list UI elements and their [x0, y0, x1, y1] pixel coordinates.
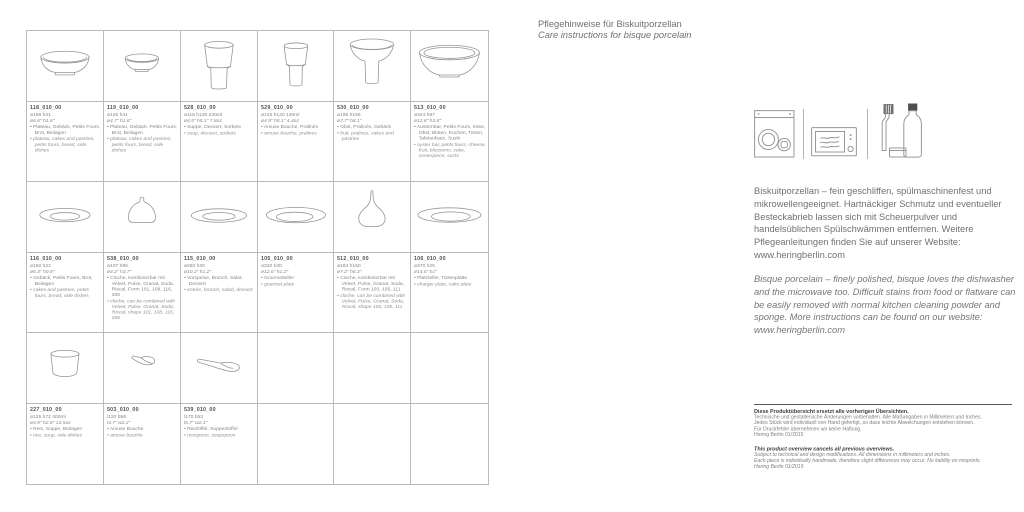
product-uses-de: • Cloche, kombinierbar mit Velvet, Pulse, Granat, Soda, Riscal, Form 101, 108, 116, 206 [106, 275, 174, 298]
product-info [258, 404, 334, 484]
product-uses-en: • plateau, cakes and pastries, petits fours, bread, side dishes [106, 136, 172, 154]
product-dims-mm: l170 b53 [183, 413, 203, 420]
product-drawing [411, 31, 488, 102]
cleaning-supplies-icon [876, 103, 922, 159]
product-uses-de: • Obst, Pralinés, Gebäck [337, 124, 392, 130]
beaker-icon [181, 31, 257, 101]
product-dims-inch: ø12.8" h3.8" [414, 117, 442, 124]
product-dims-mm: ø168 h41 [30, 111, 51, 118]
plate-rim-icon [258, 182, 334, 252]
product-info [411, 253, 488, 332]
product-dims-inch: ø6.6" h1.6" [30, 117, 55, 124]
product-uses-en: • soup, dessert, sorbets [183, 130, 236, 137]
product-info [334, 404, 410, 484]
product-dims-inch: ø10.2" h1.2" [183, 268, 211, 275]
product-dims-mm: ø125 h130 130ml [260, 111, 300, 118]
product-uses-de: • Suppe, Dessert, Sorbets [183, 124, 241, 130]
bowl-front-icon [27, 333, 103, 403]
product-dims-mm: ø125 h72 400ml [30, 413, 66, 420]
footnote [754, 404, 1012, 485]
footnote-line: Each piece is individually handmade, therefore slight differences may occur. No liability on misprints. [754, 458, 981, 464]
product-code: 116_010_00 [30, 256, 62, 262]
product-drawing [27, 333, 103, 404]
dishwasher-icon [754, 110, 795, 158]
plate-small-icon [27, 182, 103, 252]
product-info [334, 102, 410, 181]
product-drawing [334, 182, 410, 253]
product-uses-en: • ricespoon, soupspoon [183, 432, 236, 439]
footed-bowl-icon [334, 31, 410, 101]
product-uses-de: • Reislöffel, Suppenlöffel [183, 426, 238, 432]
product-drawing [104, 333, 180, 404]
goblet-icon [258, 31, 334, 101]
product-drawing [27, 31, 103, 102]
product-cell [334, 182, 411, 333]
wide-bowl-icon [411, 31, 488, 101]
product-cell [258, 182, 335, 333]
product-uses-en: • amuse bouche, pralines [260, 130, 317, 137]
product-drawing [104, 31, 180, 102]
product-uses-de: • Vorspeise, Brunch, Salat, Dessert [183, 275, 243, 287]
plate-icon [181, 182, 257, 252]
product-drawing [104, 182, 180, 253]
product-dims-mm: ø115 h130 230ml [183, 111, 222, 118]
product-code: 513_010_00 [414, 105, 446, 111]
product-info [104, 404, 180, 484]
product-cell [27, 31, 104, 182]
product-drawing [334, 333, 410, 404]
product-info [181, 253, 257, 332]
microwave-icon [811, 127, 857, 157]
product-uses-en: • cakes and pastries, petits fours, bread, side dishes [30, 287, 89, 299]
product-uses-en: • gourmet plate [260, 281, 294, 288]
product-dims-mm: ø370 h25 [414, 262, 436, 269]
product-code: 503_010_00 [106, 407, 139, 413]
product-uses-de: • Amuse Bouche [106, 426, 144, 432]
product-code: 227_010_00 [30, 407, 62, 413]
product-uses-en: • oyster bar, petits fours, cheese, fruit, blossoms, cake, centerpiece, sushi [414, 141, 487, 159]
empty-cell [411, 333, 488, 484]
product-cell [27, 182, 104, 333]
product-cell [411, 31, 488, 182]
bowl-wide-icon [27, 31, 103, 101]
page-title [538, 19, 691, 41]
product-dims-inch: ø7.7" h6.1" [337, 117, 362, 124]
icon-divider [803, 109, 804, 159]
product-dims-mm: l120 b56 [106, 413, 126, 420]
product-drawing [411, 333, 488, 404]
product-dims-mm: ø184 h160 [337, 262, 362, 269]
product-cell [181, 31, 258, 182]
product-code: 538_010_00 [106, 256, 139, 262]
care-text-de: Biskuitporzellan – fein geschliffen, spülmaschinenfest und mikrowellengeeignet. Hartnäckiger Schmutz und eventueller Besteckabrieb lassen sich mit Scheuerpulver und handelsüblichen Spülschwämmen entfernen. Weitere Pflegeanleitungen finden Sie auf unserer Website: www.heringberlin.com [754, 186, 1002, 260]
product-cell [27, 333, 104, 484]
product-uses-en: • cloche, can be combined with Velvet, Pulse, Granat, Soda, Riscal, shape 101, 108, 116, 206 [106, 298, 175, 322]
product-uses-de: • Platzteller, Tortenplatte [414, 275, 468, 281]
product-uses-en: • entrée, brunch, salad, dessert [183, 287, 253, 293]
product-code: 528_010_00 [183, 105, 216, 111]
footnote-headline-en: This product overview cancels all previous overviews. [754, 446, 895, 453]
product-cell [258, 31, 335, 182]
product-code: 539_010_00 [183, 407, 216, 413]
product-info [181, 102, 257, 181]
product-info [411, 404, 488, 484]
product-dims-inch: ø4.5" h5.1" 7.8oz [183, 117, 222, 124]
product-drawing [258, 31, 334, 102]
product-cell [104, 182, 181, 333]
cloche-tall-icon [334, 182, 410, 252]
product-info [181, 404, 257, 484]
product-grid [26, 30, 489, 485]
product-info [258, 253, 334, 332]
product-uses-de: • Gourmetteller [260, 275, 294, 281]
product-code: 105_010_00 [260, 256, 293, 262]
icon-divider [867, 109, 868, 159]
footnote-line: Hering Berlin 01/2015 [754, 463, 804, 470]
product-dims-inch: ø4.9" h2.8" 13.5oz [30, 419, 71, 426]
product-dims-mm: ø120 h41 [106, 111, 128, 118]
product-cell [104, 333, 181, 484]
product-dims-mm: ø195 h155 [337, 111, 362, 118]
product-info [104, 102, 180, 181]
product-uses-de: • Plateau, Gebäck, Petits Fours, Brot, Beilagen [106, 124, 178, 136]
product-dims-inch: ø14.6" h1" [414, 268, 438, 275]
product-uses-en: • fruit, pralines, cakes and pastries [337, 130, 395, 142]
product-code: 530_010_00 [337, 105, 370, 111]
footnote-line: Für Druckfehler übernehmen wir keine Haftung. [754, 426, 862, 432]
product-cell [334, 31, 411, 182]
care-icon-row [754, 103, 922, 159]
product-dims-mm: ø260 h30 [183, 262, 205, 269]
product-dims-inch: l6.7" w2.1" [183, 419, 207, 426]
product-cell [104, 31, 181, 182]
product-uses-de: • Reis, Suppe, Beilagen [30, 426, 83, 432]
product-info [104, 253, 180, 332]
care-text-en: Bisque porcelain – finely polished, bisque loves the dishwasher and the microwave too. Difficult stains from food or flatware can be easily removed with normal kitchen cleaning powder and sponge. More instructions can be found on our website: www.heringberlin.com [754, 274, 1016, 336]
product-dims-mm: ø160 h22 [30, 262, 51, 269]
product-uses-de: • Austernbar, Petits Fours, Käse, Obst, Blüten, Kuchen, Torten, Tafelaufsatz, Sushi [414, 124, 486, 141]
product-drawing [258, 182, 334, 253]
product-dims-inch: l4.7" w2.2" [106, 419, 131, 426]
product-drawing [181, 182, 257, 253]
product-uses-de: • Gebäck, Petits Fours, Brot, Beilagen [30, 275, 93, 287]
product-dims-inch: ø4.9" h5.1" 4.4oz [260, 117, 299, 124]
product-uses-en: • rice, soup, side dishes [30, 432, 83, 439]
footnote-line: Technische und gestalterische Änderungen vorbehalten. Alle Maßangaben in Millimetern und Inches. [754, 414, 982, 421]
product-uses-en: • plateau, cakes and pastries, petits fours, bread, side dishes [30, 136, 95, 154]
product-dims-mm: ø107 h95 [106, 262, 128, 269]
page-title-en: Care instructions for bisque porcelain [538, 29, 692, 40]
product-cell [411, 182, 488, 333]
scoop-icon [104, 333, 180, 403]
product-uses-de: • Amuse Bouche, Pralinés [260, 124, 318, 130]
product-info [258, 102, 334, 181]
product-code: 106_010_00 [414, 256, 446, 262]
product-drawing [411, 182, 488, 253]
product-cell [181, 333, 258, 484]
product-uses-de: • Cloche, kombinierbar mit Velvet, Pulse, Granat, Soda, Riscal, Form 103, 105, 111 [337, 275, 405, 292]
footnote-line: Jedes Stück wird individuell von Hand gefertigt, so dass leichte Abweichungen entstehen können. [754, 420, 975, 427]
product-drawing [181, 31, 257, 102]
product-uses-en: • charger plate, cake plate [414, 281, 472, 288]
product-cell [181, 182, 258, 333]
product-code: 512_010_00 [337, 256, 370, 262]
product-dims-inch: ø12.6" h1.2" [260, 268, 288, 275]
empty-cell [334, 333, 411, 484]
product-dims-mm: ø320 h30 [260, 262, 282, 269]
product-drawing [334, 31, 410, 102]
product-uses-en: • amuse bouche [106, 432, 143, 439]
product-drawing [27, 182, 103, 253]
product-dims-inch: ø4.2" h3.7" [106, 268, 132, 275]
product-code: 529_010_00 [260, 105, 293, 111]
footnote-line: Subject to technical and design modifications. All dimensions in millimeters and inches. [754, 452, 951, 458]
product-code: 115_010_00 [183, 256, 216, 262]
plate-large-icon [411, 182, 488, 252]
product-info [27, 404, 103, 484]
product-dims-inch: ø4.7" h1.6" [106, 117, 132, 124]
spoon-icon [181, 333, 257, 403]
product-code: 119_010_00 [106, 105, 139, 111]
product-info [411, 102, 488, 181]
footnote-headline-de: Diese Produktübersicht ersetzt alle vorherigen Übersichten. [754, 409, 909, 415]
product-info [27, 102, 103, 181]
bowl-small-icon [104, 31, 180, 101]
product-info [27, 253, 103, 332]
cloche-small-icon [104, 182, 180, 252]
page-title-de: Pflegehinweise für Biskuitporzellan [538, 19, 682, 29]
footnote-divider [754, 404, 1012, 405]
product-drawing [258, 333, 334, 404]
product-uses-en: • cloche, can be combined with Velvet, Pulse, Granat, Soda, Riscal, shape 103, 105, 111 [337, 292, 406, 310]
empty-cell [258, 333, 335, 484]
product-code: 118_010_00 [30, 105, 62, 111]
product-dims-inch: ø6.3" h0.9" [30, 268, 55, 275]
product-info [334, 253, 410, 332]
footnote-line: Hering Berlin 01/2015 [754, 432, 804, 438]
product-dims-inch: ø7.2" h6.3" [337, 268, 362, 275]
product-uses-de: • Plateau, Gebäck, Petits Fours, Brot, Beilagen [30, 124, 101, 136]
product-drawing [181, 333, 257, 404]
product-dims-mm: ø324 h97 [414, 111, 436, 118]
